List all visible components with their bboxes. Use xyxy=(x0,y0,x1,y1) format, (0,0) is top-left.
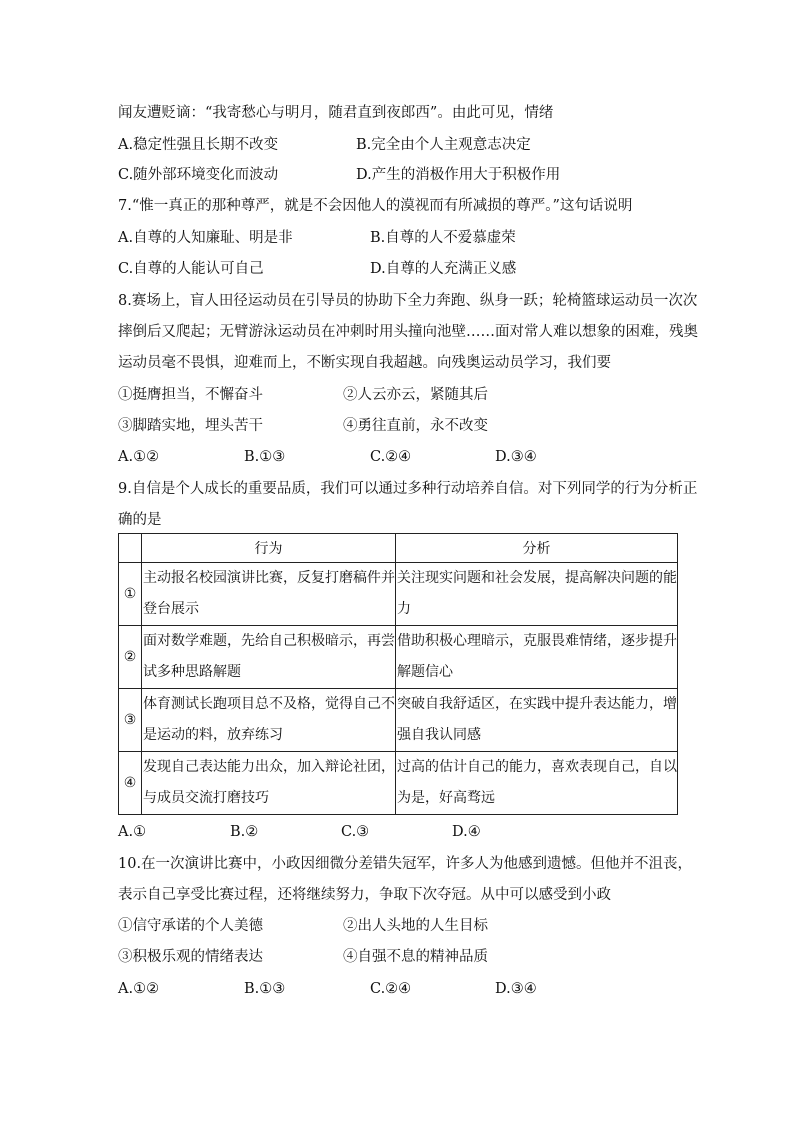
q8-option-b: B.①③ xyxy=(244,449,286,465)
analysis-cell xyxy=(396,563,678,626)
q8-item-1: ①挺膺担当，不懈奋斗 xyxy=(118,387,263,403)
q7-option-c: C.自尊的人能认可自己 xyxy=(118,261,264,277)
behavior-text: 发现自己表达能力出众，加入辩论社团， xyxy=(143,759,395,775)
table-header-row xyxy=(119,534,678,563)
behavior-cell xyxy=(142,626,396,689)
row-number: ③ xyxy=(119,689,142,752)
q9-option-d: D.④ xyxy=(452,824,481,840)
q10-option-c: C.②④ xyxy=(370,981,412,997)
behavior-text: 试多种思路解题 xyxy=(143,664,241,680)
q10-option-b: B.①③ xyxy=(244,981,286,997)
q6-option-b: B.完全由个人主观意志决定 xyxy=(356,137,531,153)
table-header-behavior: 行为 xyxy=(142,534,396,563)
q8-option-c: C.②④ xyxy=(370,449,412,465)
analysis-cell xyxy=(396,689,678,752)
q10-stem-line: 10.在一次演讲比赛中，小政因细微分差错失冠军，许多人为他感到遗憾。但他并不沮丧， xyxy=(118,856,693,872)
behavior-text: 主动报名校园演讲比赛，反复打磨稿件并 xyxy=(143,570,395,586)
q9-option-a: A.① xyxy=(118,824,147,840)
table-row xyxy=(119,626,678,689)
analysis-text: 过高的估计自己的能力，喜欢表现自己，自以 xyxy=(397,759,677,775)
q8-stem-line: 摔倒后又爬起；无臂游泳运动员在冲刺时用头撞向池壁……面对常人难以想象的困难，残奥 xyxy=(118,324,698,340)
q10-item-2: ②出人头地的人生目标 xyxy=(343,918,488,934)
q7-option-a: A.自尊的人知廉耻、明是非 xyxy=(118,230,293,246)
q7-stem: 7.“惟一真正的那种尊严，就是不会因他人的漠视而有所减损的尊严。”这句话说明 xyxy=(118,198,633,214)
q8-option-a: A.①② xyxy=(118,449,160,465)
table-header-analysis: 分析 xyxy=(396,534,678,563)
q8-item-3: ③脚踏实地，埋头苦干 xyxy=(118,418,263,434)
q8-item-2: ②人云亦云，紧随其后 xyxy=(343,387,488,403)
behavior-text: 与成员交流打磨技巧 xyxy=(143,790,269,806)
analysis-cell xyxy=(396,626,678,689)
analysis-text: 借助积极心理暗示，克服畏难情绪，逐步提升 xyxy=(397,633,677,649)
q7-option-d: D.自尊的人充满正义感 xyxy=(370,261,517,277)
analysis-cell xyxy=(396,752,678,815)
q7-option-b: B.自尊的人不爱慕虚荣 xyxy=(370,230,516,246)
q6-stem-tail: 闻友遭贬谪：“我寄愁心与明月，随君直到夜郎西”。由此可见，情绪 xyxy=(118,105,554,121)
q10-item-1: ①信守承诺的个人美德 xyxy=(118,918,263,934)
q10-item-4: ④自强不息的精神品质 xyxy=(343,949,488,965)
table-row xyxy=(119,563,678,626)
row-number: ② xyxy=(119,626,142,689)
row-number: ① xyxy=(119,563,142,626)
q6-option-c: C.随外部环境变化而波动 xyxy=(118,167,279,183)
analysis-text: 解题信心 xyxy=(397,664,453,680)
behavior-cell xyxy=(142,689,396,752)
behavior-text: 是运动的料，放弃练习 xyxy=(143,727,283,743)
behavior-text: 面对数学难题，先给自己积极暗示，再尝 xyxy=(143,633,395,649)
q6-option-a: A.稳定性强且长期不改变 xyxy=(118,137,279,153)
analysis-text: 突破自我舒适区，在实践中提升表达能力，增 xyxy=(397,696,677,712)
q9-stem-line: 确的是 xyxy=(118,512,162,528)
table-row xyxy=(119,752,678,815)
behavior-text: 登台展示 xyxy=(143,601,199,617)
q10-option-d: D.③④ xyxy=(495,981,537,997)
q8-stem-line: 运动员毫不畏惧，迎难而上，不断实现自我超越。向残奥运动员学习，我们要 xyxy=(118,355,611,371)
q9-stem-line: 9.自信是个人成长的重要品质，我们可以通过多种行动培养自信。对下列同学的行为分析正 xyxy=(118,481,698,497)
table-header-blank xyxy=(119,534,142,563)
analysis-text: 为是，好高骛远 xyxy=(397,790,495,806)
q9-option-c: C.③ xyxy=(341,824,370,840)
row-number: ④ xyxy=(119,752,142,815)
q10-item-3: ③积极乐观的情绪表达 xyxy=(118,949,263,965)
table-row xyxy=(119,689,678,752)
behavior-cell xyxy=(142,752,396,815)
q10-stem-line: 表示自己享受比赛过程，还将继续努力，争取下次夺冠。从中可以感受到小政 xyxy=(118,887,611,903)
q8-item-4: ④勇往直前，永不改变 xyxy=(343,418,488,434)
q9-option-b: B.② xyxy=(230,824,259,840)
q10-option-a: A.①② xyxy=(118,981,160,997)
analysis-text: 力 xyxy=(397,601,411,617)
q9-table xyxy=(118,533,678,815)
analysis-text: 关注现实问题和社会发展，提高解决问题的能 xyxy=(397,570,677,586)
q8-stem-line: 8.赛场上，盲人田径运动员在引导员的协助下全力奔跑、纵身一跃；轮椅篮球运动员一次次 xyxy=(118,293,698,309)
q8-option-d: D.③④ xyxy=(495,449,537,465)
analysis-text: 强自我认同感 xyxy=(397,727,481,743)
behavior-cell xyxy=(142,563,396,626)
q6-option-d: D.产生的消极作用大于积极作用 xyxy=(356,167,561,183)
behavior-text: 体育测试长跑项目总不及格，觉得自己不 xyxy=(143,696,395,712)
